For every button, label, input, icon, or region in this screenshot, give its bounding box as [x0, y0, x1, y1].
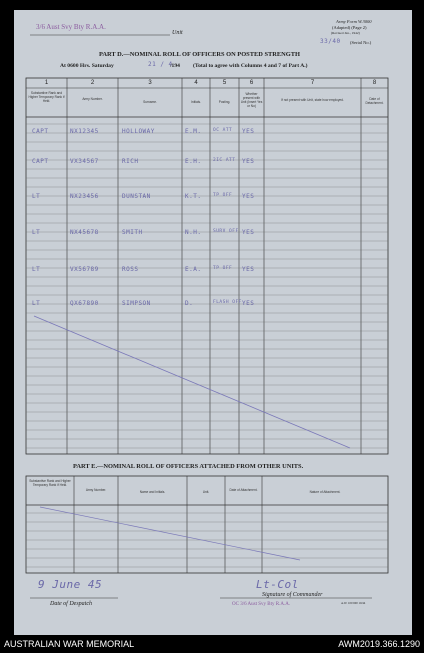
- col-header-name-initials: Name and Initials.: [139, 490, 166, 494]
- cell-initials: E.A.: [185, 266, 202, 273]
- col-number: 2: [90, 80, 95, 86]
- cell-surname: SMITH: [122, 229, 143, 236]
- cell-rank: LT: [32, 300, 41, 307]
- signature-of-commander-label: Signature of Commander: [262, 592, 323, 598]
- col-header-date-attachment: Date of Attachment.: [229, 488, 258, 492]
- cell-present: YES: [242, 300, 255, 307]
- printer-note: A.W. 100 600 10/44: [341, 601, 366, 605]
- col-header-army-number: Army Number.: [85, 488, 107, 492]
- col-number: 5: [222, 80, 227, 86]
- cell-rank: CAPT: [32, 158, 49, 165]
- cell-number: VX56789: [70, 266, 99, 273]
- cell-present: YES: [242, 229, 255, 236]
- footer-accession: AWM2019.366.1290: [338, 639, 420, 649]
- form-line1: Army Form W.3000: [336, 19, 372, 24]
- footer-institution: AUSTRALIAN WAR MEMORIAL: [4, 639, 135, 649]
- cell-number: NX12345: [70, 128, 99, 135]
- part-d-title: PART D.—NOMINAL ROLL OF OFFICERS ON POSTED STRENGTH: [99, 51, 300, 58]
- col-header-rank: Substantive Rank and Higher Temporary Rank if Held.: [29, 479, 71, 487]
- col-number: 1: [44, 80, 49, 86]
- archive-footer: [0, 637, 424, 653]
- cell-number: NX45678: [70, 229, 99, 236]
- cell-initials: K.T.: [185, 193, 202, 200]
- despatch-date-handwritten: 9 June 45: [38, 578, 103, 591]
- cell-surname: DUNSTAN: [122, 193, 151, 200]
- cell-surname: RICH: [122, 158, 139, 165]
- commander-stamp: OC 3/6 Aust Svy Bty R.A.A.: [232, 602, 291, 607]
- part-e-title: PART E.—NOMINAL ROLL OF OFFICERS ATTACHED FROM OTHER UNITS.: [73, 463, 304, 470]
- cell-posting: TP OFF: [213, 266, 233, 271]
- date-of-despatch-label: Date of Despatch: [50, 601, 92, 607]
- form-line2: (Adapted) (Page 2): [332, 25, 367, 30]
- serial-value: 33/40: [320, 38, 341, 45]
- cell-initials: E.H.: [185, 158, 202, 165]
- cell-rank: LT: [32, 266, 41, 273]
- cell-initials: E.M.: [185, 128, 202, 135]
- serial-label: (Serial No.): [350, 40, 372, 45]
- cell-posting: OC ATT: [213, 128, 233, 133]
- cell-present: YES: [242, 266, 255, 273]
- cell-posting: SURV OFF: [213, 229, 239, 234]
- col-header-present: Whether present with Unit (Insert Yes or No): [240, 92, 263, 108]
- cell-number: VX34567: [70, 158, 99, 165]
- cell-posting: 2IC ATT: [213, 158, 236, 163]
- cell-surname: HOLLOWAY: [122, 128, 155, 135]
- at-line-prefix: At 0600 Hrs. Saturday: [60, 63, 114, 69]
- cell-present: YES: [242, 193, 255, 200]
- col-number: 6: [249, 80, 254, 86]
- year-label: /194: [170, 63, 180, 69]
- cell-surname: ROSS: [122, 266, 139, 273]
- cell-posting: FLASH OFF: [213, 300, 242, 305]
- col-header-detachment: Date of Detachment.: [365, 97, 384, 105]
- col-number: 3: [148, 80, 152, 86]
- col-header-posting: Posting.: [218, 100, 231, 104]
- col-number: 8: [372, 80, 377, 86]
- col-number: 7: [310, 80, 315, 86]
- col-header-rank: Substantive Rank and Higher Temporary Rank if Held.: [28, 91, 65, 103]
- date-handwritten: 21 / 4: [148, 61, 173, 68]
- cell-initials: N.H.: [185, 229, 202, 236]
- col-header-surname: Surname.: [143, 100, 157, 104]
- cell-number: NX23456: [70, 193, 99, 200]
- col-header-army-number: Army Number.: [82, 97, 103, 101]
- cell-rank: LT: [32, 229, 41, 236]
- cell-posting: TP OFF: [213, 193, 233, 198]
- col-number: 4: [194, 80, 198, 86]
- cell-rank: CAPT: [32, 128, 49, 135]
- cell-present: YES: [242, 158, 255, 165]
- cell-number: QX67890: [70, 300, 99, 307]
- cell-present: YES: [242, 128, 255, 135]
- col-header-initials: Initials.: [191, 100, 201, 104]
- form-line3: (Revised Jan., 1942): [331, 31, 360, 35]
- cell-surname: SIMPSON: [122, 300, 151, 307]
- col-header-unit: Unit.: [202, 490, 210, 494]
- col-header-nature-attachment: Nature of Attachment.: [309, 490, 341, 494]
- unit-label: Unit: [172, 30, 183, 36]
- cell-rank: LT: [32, 193, 41, 200]
- col-header-employed: If not present with Unit, state how employed.: [281, 98, 344, 102]
- unit-stamp: 3/6 Aust Svy Bty R.A.A.: [36, 23, 106, 31]
- part-d-note: (Total to agree with Columns 4 and 7 of Part A.): [193, 63, 308, 69]
- cell-initials: D.: [185, 300, 194, 307]
- commander-signature-handwritten: Lt-Col: [256, 578, 299, 591]
